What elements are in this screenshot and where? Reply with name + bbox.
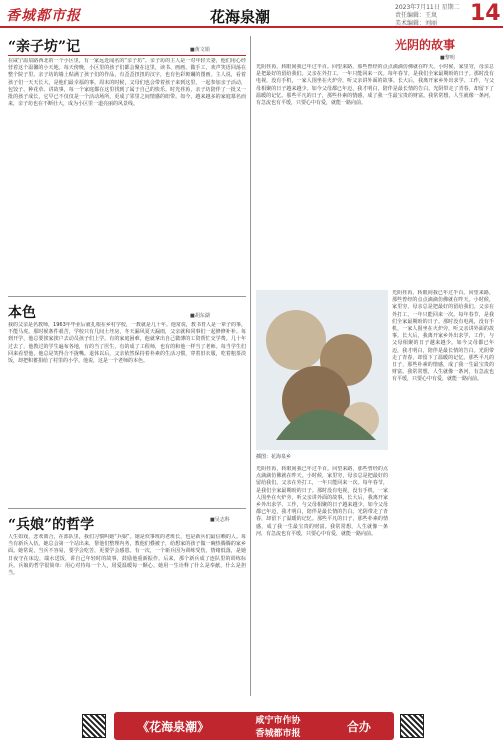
article-title-bingniang: “兵娘”的哲学 xyxy=(8,517,95,533)
section-divider xyxy=(8,296,246,297)
illustration-photo xyxy=(256,290,388,450)
article-title-guangyin: 光阴的故事 xyxy=(395,38,456,52)
article-body-a1: 在咸宁温泉路西北的一个小区里，有一家远近闻名的“亲子坊”。亲子坊的主人是一对年轻夫妻，他们用心经营着这个温馨的小天地。每天傍晚，小区里的孩子们都会聚在这里，读书、画画、做手工，欢声笑语回荡在整个院子里。亲子坊的墙上贴满了孩子们的作品，有歪歪扭扭的汉字，也有色彩斑斓的图画。主人说，看着孩子们一天天长大，是他们最幸福的事。周末的时候，父母们也会带着孩子来到这里，一起参加亲子活动，包饺子、种花草、讲故事，每一个家庭都在这里找到了属于自己的快乐。时光荏苒，亲子坊陪伴了一批又一批的孩子成长，它早已不仅仅是一个活动场所，更成了邻里之间情感的纽带。如今，越来越多的家庭慕名而来，亲子坊也在不断壮大，成为小区里一道亮丽的风景线。 xyxy=(8,58,246,108)
byline-a4: ■黎明 xyxy=(440,55,455,61)
footer-banner xyxy=(114,712,394,740)
article-body-a4: 光阴荏苒，转眼间我已年过半百。回望来路，那些曾经的点点滴滴仿佛就在昨天。小时候，家里穷，母亲总是把最好的留给我们。父亲在外打工，一年只能回来一次。每年春节，是我们全家最期盼的日子。那时没有电视，没有手机，一家人围坐在火炉旁，听父亲讲外面的故事。长大后，我离开家乡外出求学、工作，与父母相聚的日子越来越少。如今父母都已年迈，我才明白，陪伴是最长情的告白。光阴带走了青春，却留下了温暖的记忆。那些平凡的日子，那些朴素的情感，成了我一生最宝贵的财富。我常常想，人生就像一条河，有急流也有平缓，只要心中有爱，就能一路向前。 xyxy=(256,64,494,107)
section-title: 花海泉潮 xyxy=(210,8,271,26)
photo-caption: 插图：花海泉乡 xyxy=(256,454,292,460)
article-body-a4-cont2: 光阴荏苒，转眼间我已年过半百。回望来路，那些曾经的点点滴滴仿佛就在昨天。小时候，家里穷，母亲总是把最好的留给我们。父亲在外打工，一年只能回来一次。每年春节，是我们全家最期盼的日子。那时没有电视，没有手机，一家人围坐在火炉旁，听父亲讲外面的故事。长大后，我离开家乡外出求学、工作，与父母相聚的日子越来越少。如今父母都已年迈，我才明白，陪伴是最长情的告白。光阴带走了青春，却留下了温暖的记忆。那些平凡的日子，那些朴素的情感，成了我一生最宝贵的财富。我常常想，人生就像一条河，有急流也有平缓，只要心中有爱，就能一路向前。 xyxy=(256,466,388,537)
qr-code-right xyxy=(400,714,424,738)
article-body-a3: 人生如戏，悲欢离合，在部队里，我们习惯叫她“兵娘”。她是炊事班的老班长，也是新兵们最信赖的人。每当有新兵入伍，她总会第一个站出来，帮他们整理内务，教他们叠被子，给想家的孩子做一碗热腾腾的家乡面。她常说，当兵不容易，要学会吃苦，更要学会感恩。有一次，一个新兵因为训练受伤，情绪低落，是她日夜守在床边，端水送饭，讲自己年轻时的故事，鼓励他重新振作。后来，那个新兵成了连队里的训练标兵。兵娘的哲学很简单：用心对待每一个人，用爱温暖每一颗心。她用一生诠释了什么是奉献，什么是担当。 xyxy=(8,534,246,577)
qr-code-left xyxy=(82,714,106,738)
page-number: 14 xyxy=(470,1,501,26)
footer-partners xyxy=(255,713,300,739)
masthead: 香城都市报 xyxy=(6,8,81,24)
date-line: 2023年7月11日 星期二 xyxy=(395,4,460,11)
byline-a3: ■吴志科 xyxy=(210,517,230,523)
column-divider xyxy=(250,36,251,696)
page-header xyxy=(0,0,503,28)
article-title-qinzifang: “亲子坊”记 xyxy=(8,39,81,55)
byline-a1: ■黄文娟 xyxy=(190,47,210,53)
byline-a2: ■胡东湖 xyxy=(190,313,210,319)
footer-label-1: 《花海泉潮》 xyxy=(137,719,210,734)
footer-label-4: 香城都市报 xyxy=(255,729,301,739)
designer-line: 美术编辑：刘丽 xyxy=(395,20,438,27)
article-body-a4-cont: 光阴荏苒，转眼间我已年过半百。回望来路，那些曾经的点点滴滴仿佛就在昨天。小时候，家里穷，母亲总是把最好的留给我们。父亲在外打工，一年只能回来一次。每年春节，是我们全家最期盼的日子。那时没有电视，没有手机，一家人围坐在火炉旁，听父亲讲外面的故事。长大后，我离开家乡外出求学、工作，与父母相聚的日子越来越少。如今父母都已年迈，我才明白，陪伴是最长情的告白。光阴带走了青春，却留下了温暖的记忆。那些平凡的日子，那些朴素的情感，成了我一生最宝贵的财富。我常常想，人生就像一条河，有急流也有平缓，只要心中有爱，就能一路向前。 xyxy=(392,290,494,383)
article-title-bense: 本色 xyxy=(8,305,36,321)
footer-label-2: 咸宁市作协 xyxy=(255,716,301,726)
flower-illustration xyxy=(256,290,388,450)
date-block xyxy=(395,4,460,28)
editor-line: 责任编辑：王岚 xyxy=(395,12,438,19)
article-body-a2: 我的父亲是名教师，1963年毕业后就扎根在乡村学校，一教就是几十年。他常说，教书育人是一辈子的事，不能马虎。那时候条件艰苦，学校只有几间土坯房，冬天漏风夏天漏雨，父亲就和同事们一起修修补补。每到开学，他总要挨家挨户去动员孩子们上学。有的家庭困难，他就拿出自己微薄的工资帮忙交学费。几十年过去了，他教过的学生遍布各地，有的当了医生，有的成了工程师，也有的和他一样当了老师。每当学生们回来看望他，他总是笑得合不拢嘴。退休以后，父亲依然保持着朴素的生活习惯，穿着旧衣服，吃着粗茶淡饭，却把积蓄捐给了村里的小学。他说，这是一个老师的本色。 xyxy=(8,322,246,365)
footer-label-3: 合办 xyxy=(346,719,371,734)
title-rule xyxy=(8,55,246,56)
section-divider xyxy=(8,508,246,509)
